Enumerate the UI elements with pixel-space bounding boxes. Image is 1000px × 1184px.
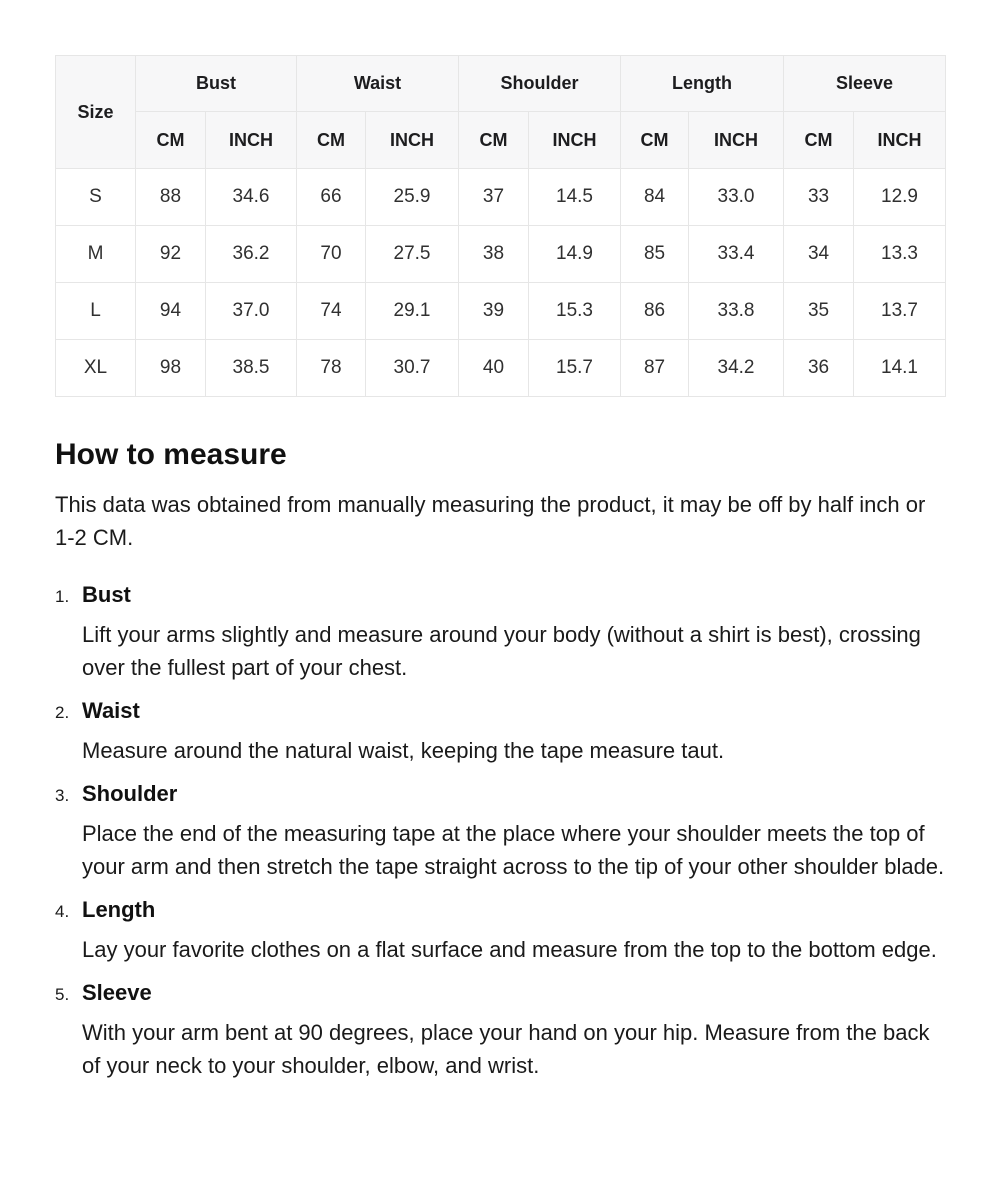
value-cell: 33.0 <box>689 169 784 226</box>
value-cell: 13.3 <box>854 226 946 283</box>
value-cell: 30.7 <box>366 340 459 397</box>
value-cell: 33.8 <box>689 283 784 340</box>
shoulder-inch-header: INCH <box>529 112 621 169</box>
step-description-bust: Lift your arms slightly and measure around your body (without a shirt is best), crossing over the fullest part of your chest. <box>82 622 921 680</box>
value-cell: 27.5 <box>366 226 459 283</box>
size-chart-table <box>55 55 946 397</box>
value-cell: 85 <box>621 226 689 283</box>
value-cell: 38 <box>459 226 529 283</box>
value-cell: 66 <box>297 169 366 226</box>
length-group-header: Length <box>621 56 784 112</box>
value-cell: 33.4 <box>689 226 784 283</box>
step-description-shoulder: Place the end of the measuring tape at the place where your shoulder meets the top of your arm and then stretch the tape straight across to the tip of your other shoulder blade. <box>82 821 945 879</box>
size-cell: L <box>56 283 136 340</box>
step-description-waist: Measure around the natural waist, keeping the tape measure taut. <box>82 738 725 763</box>
value-cell: 98 <box>136 340 206 397</box>
list-item-bust <box>55 580 945 684</box>
value-cell: 40 <box>459 340 529 397</box>
step-title-waist: Waist <box>82 698 140 723</box>
waist-inch-header: INCH <box>366 112 459 169</box>
value-cell: 14.9 <box>529 226 621 283</box>
step-number: 1. <box>55 587 70 606</box>
table-row-size-m <box>56 226 946 283</box>
value-cell: 88 <box>136 169 206 226</box>
sleeve-cm-header: CM <box>784 112 854 169</box>
step-number: 2. <box>55 703 70 722</box>
sleeve-inch-header: INCH <box>854 112 946 169</box>
value-cell: 13.7 <box>854 283 946 340</box>
waist-cm-header: CM <box>297 112 366 169</box>
step-title-length: Length <box>82 897 156 922</box>
value-cell: 25.9 <box>366 169 459 226</box>
bust-group-header: Bust <box>136 56 297 112</box>
value-cell: 74 <box>297 283 366 340</box>
shoulder-group-header: Shoulder <box>459 56 621 112</box>
step-number: 3. <box>55 786 70 805</box>
length-cm-header: CM <box>621 112 689 169</box>
bust-cm-header: CM <box>136 112 206 169</box>
value-cell: 14.5 <box>529 169 621 226</box>
list-item-length <box>55 895 945 966</box>
waist-group-header: Waist <box>297 56 459 112</box>
measure-steps-list <box>55 580 945 1082</box>
shoulder-cm-header: CM <box>459 112 529 169</box>
value-cell: 12.9 <box>854 169 946 226</box>
value-cell: 34.2 <box>689 340 784 397</box>
value-cell: 86 <box>621 283 689 340</box>
how-to-measure-title: How to measure <box>55 438 287 471</box>
table-group-header-row <box>56 56 946 112</box>
step-title-sleeve: Sleeve <box>82 980 152 1005</box>
size-column-header: Size <box>56 56 136 169</box>
measure-disclaimer-text: This data was obtained from manually measuring the product, it may be off by half inch or 1-2 CM. <box>55 492 926 550</box>
value-cell: 29.1 <box>366 283 459 340</box>
step-title-bust: Bust <box>82 582 131 607</box>
list-item-waist <box>55 696 945 767</box>
table-row-size-s <box>56 169 946 226</box>
value-cell: 34 <box>784 226 854 283</box>
step-title-shoulder: Shoulder <box>82 781 178 806</box>
step-number: 4. <box>55 902 70 921</box>
value-cell: 15.7 <box>529 340 621 397</box>
value-cell: 14.1 <box>854 340 946 397</box>
value-cell: 15.3 <box>529 283 621 340</box>
table-unit-header-row <box>56 112 946 169</box>
value-cell: 33 <box>784 169 854 226</box>
value-cell: 35 <box>784 283 854 340</box>
value-cell: 78 <box>297 340 366 397</box>
step-description-sleeve: With your arm bent at 90 degrees, place your hand on your hip. Measure from the back of your neck to your shoulder, elbow, and wrist. <box>82 1020 930 1078</box>
value-cell: 34.6 <box>206 169 297 226</box>
value-cell: 37.0 <box>206 283 297 340</box>
value-cell: 36.2 <box>206 226 297 283</box>
size-cell: M <box>56 226 136 283</box>
table-row-size-l <box>56 283 946 340</box>
list-item-shoulder <box>55 779 945 883</box>
value-cell: 70 <box>297 226 366 283</box>
value-cell: 36 <box>784 340 854 397</box>
value-cell: 39 <box>459 283 529 340</box>
value-cell: 38.5 <box>206 340 297 397</box>
value-cell: 84 <box>621 169 689 226</box>
value-cell: 92 <box>136 226 206 283</box>
step-description-length: Lay your favorite clothes on a flat surface and measure from the top to the bottom edge. <box>82 937 937 962</box>
bust-inch-header: INCH <box>206 112 297 169</box>
length-inch-header: INCH <box>689 112 784 169</box>
size-cell: S <box>56 169 136 226</box>
table-row-size-xl <box>56 340 946 397</box>
value-cell: 87 <box>621 340 689 397</box>
list-item-sleeve <box>55 978 945 1082</box>
step-number: 5. <box>55 985 70 1004</box>
value-cell: 37 <box>459 169 529 226</box>
value-cell: 94 <box>136 283 206 340</box>
size-cell: XL <box>56 340 136 397</box>
sleeve-group-header: Sleeve <box>784 56 946 112</box>
